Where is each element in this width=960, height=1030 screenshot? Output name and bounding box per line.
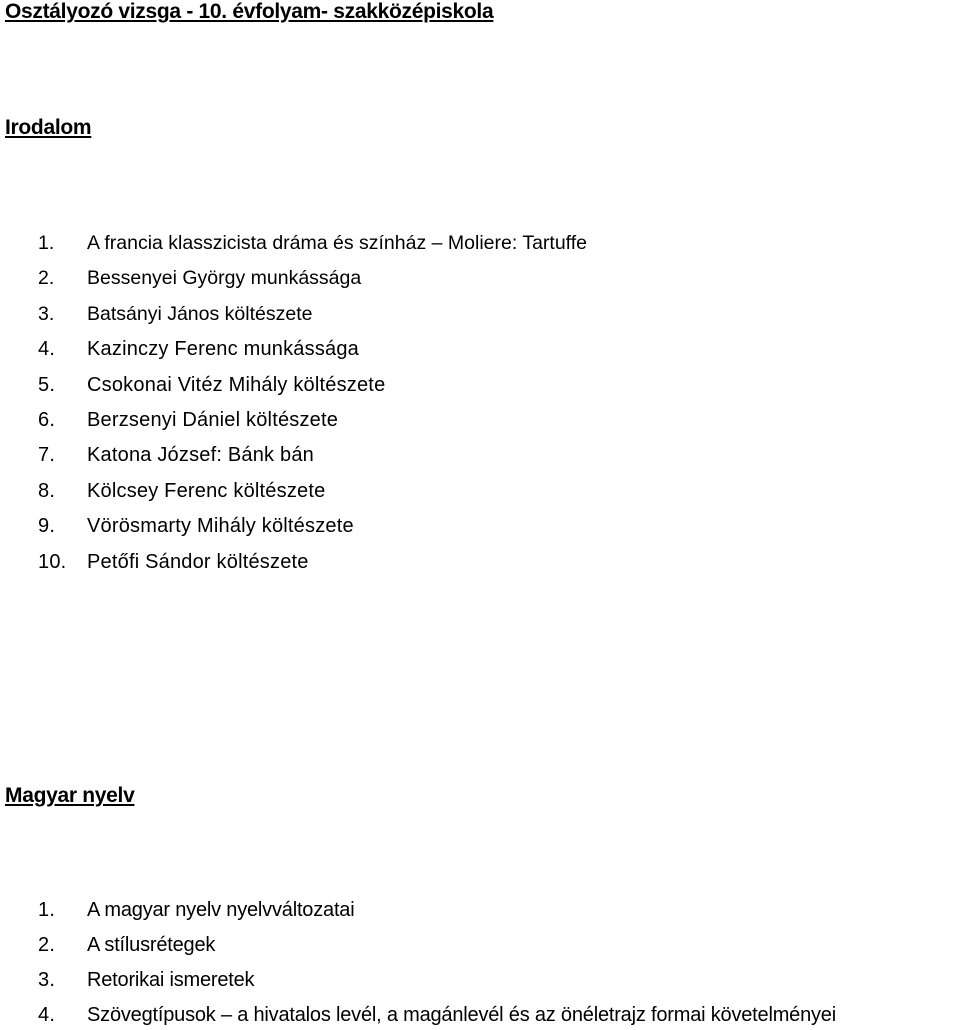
list-item-text: A magyar nyelv nyelvváltozatai	[87, 899, 355, 921]
list-item-number: 2.	[38, 934, 56, 956]
list-item-text: Berzsenyi Dániel költészete	[87, 409, 339, 431]
list-item-number: 7.	[38, 444, 56, 467]
list-item-number: 3.	[38, 969, 56, 991]
list-item-text: Vörösmarty Mihály költészete	[87, 515, 354, 538]
list-item-number: 8.	[38, 479, 56, 502]
list-item-number: 4.	[38, 338, 56, 361]
list-item-number: 2.	[38, 267, 55, 290]
list-item-number: 3.	[38, 302, 55, 325]
list-item-number: 4.	[38, 1004, 56, 1026]
list-item-text: A francia klasszicista dráma és színház – Moliere: Tartuffe	[87, 232, 588, 254]
list-item-text: A stílusrétegek	[87, 934, 216, 956]
document-title: Osztályozó vizsga - 10. évfolyam- szakközépiskola	[5, 0, 494, 23]
list-item-text: Retorikai ismeretek	[87, 969, 255, 991]
list-item-text: Kölcsey Ferenc költészete	[87, 479, 326, 502]
list-item-text: Csokonai Vitéz Mihály költészete	[87, 373, 386, 396]
list-item-text: Petőfi Sándor költészete	[87, 550, 309, 573]
list-item-text: Bessenyei György munkássága	[87, 267, 362, 290]
list-item-number: 10.	[38, 550, 67, 573]
list-item-number: 9.	[38, 515, 56, 538]
section-heading-irodalom: Irodalom	[5, 116, 92, 139]
list-item-number: 5.	[38, 373, 56, 396]
section-heading-magyar-nyelv: Magyar nyelv	[5, 784, 135, 807]
list-item-number: 1.	[38, 899, 56, 921]
list-item-text: Kazinczy Ferenc munkássága	[87, 338, 359, 361]
list-item-text: Batsányi János költészete	[87, 302, 313, 325]
list-item-text: Katona József: Bánk bán	[87, 444, 314, 467]
list-item-number: 1.	[38, 232, 55, 254]
list-item-number: 6.	[38, 409, 56, 431]
list-item-text: Szövegtípusok – a hivatalos levél, a magánlevél és az önéletrajz formai követelményei	[87, 1004, 836, 1026]
